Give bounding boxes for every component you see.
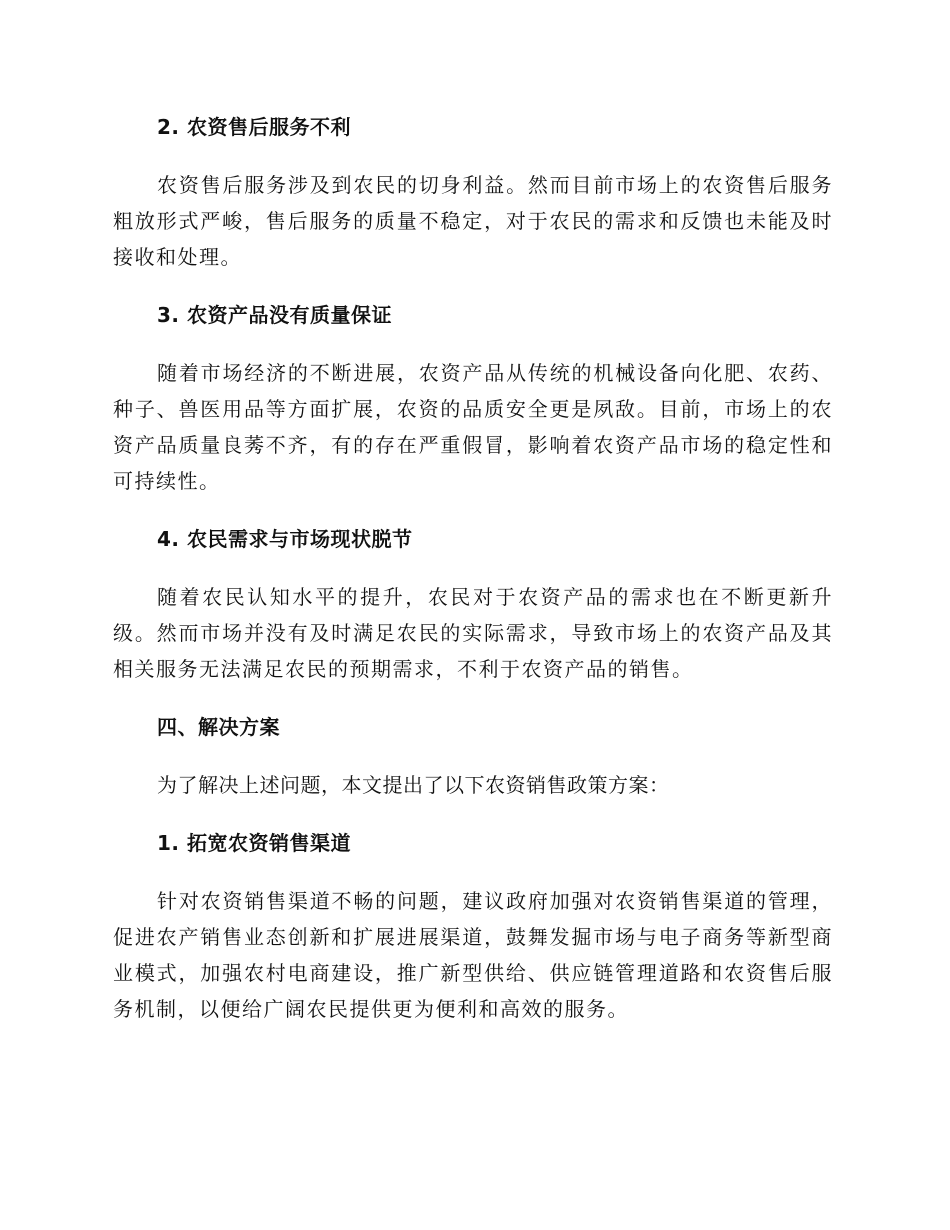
section-2-body: 农资售后服务涉及到农民的切身利益。然而目前市场上的农资售后服务粗放形式严峻，售后服务的质量不稳定，对于农民的需求和反馈也未能及时接收和处理。 — [113, 173, 833, 269]
solution-1-heading: 1. 拓宽农资销售渠道 — [157, 831, 351, 855]
section-3-body: 随着市场经济的不断进展，农资产品从传统的机械设备向化肥、农药、种子、兽医用品等方面扩展，农资的品质安全更是夙敌。目前，市场上的农资产品质量良莠不齐，有的存在严重假冒，影响着农资产品市场的稳定性和可持续性。 — [113, 361, 833, 493]
document-body — [113, 109, 833, 1049]
chapter-4-heading: 四、解决方案 — [157, 715, 280, 739]
solution-1-body: 针对农资销售渠道不畅的问题，建议政府加强对农资销售渠道的管理，促进农产销售业态创新和扩展进展渠道，鼓舞发掘市场与电子商务等新型商业模式，加强农村电商建设，推广新型供给、供应链管理道路和农资售后服务机制，以便给广阔农民提供更为便利和高效的服务。 — [113, 889, 833, 1021]
chapter-4-intro: 为了解决上述问题，本文提出了以下农资销售政策方案： — [157, 773, 670, 797]
section-3-heading: 3. 农资产品没有质量保证 — [157, 303, 392, 327]
section-2-heading: 2. 农资售后服务不利 — [157, 115, 351, 139]
section-4-body: 随着农民认知水平的提升，农民对于农资产品的需求也在不断更新升级。然而市场并没有及时满足农民的实际需求，导致市场上的农资产品及其相关服务无法满足农民的预期需求，不利于农资产品的销售。 — [113, 585, 833, 681]
section-4-heading: 4. 农民需求与市场现状脱节 — [157, 527, 413, 551]
